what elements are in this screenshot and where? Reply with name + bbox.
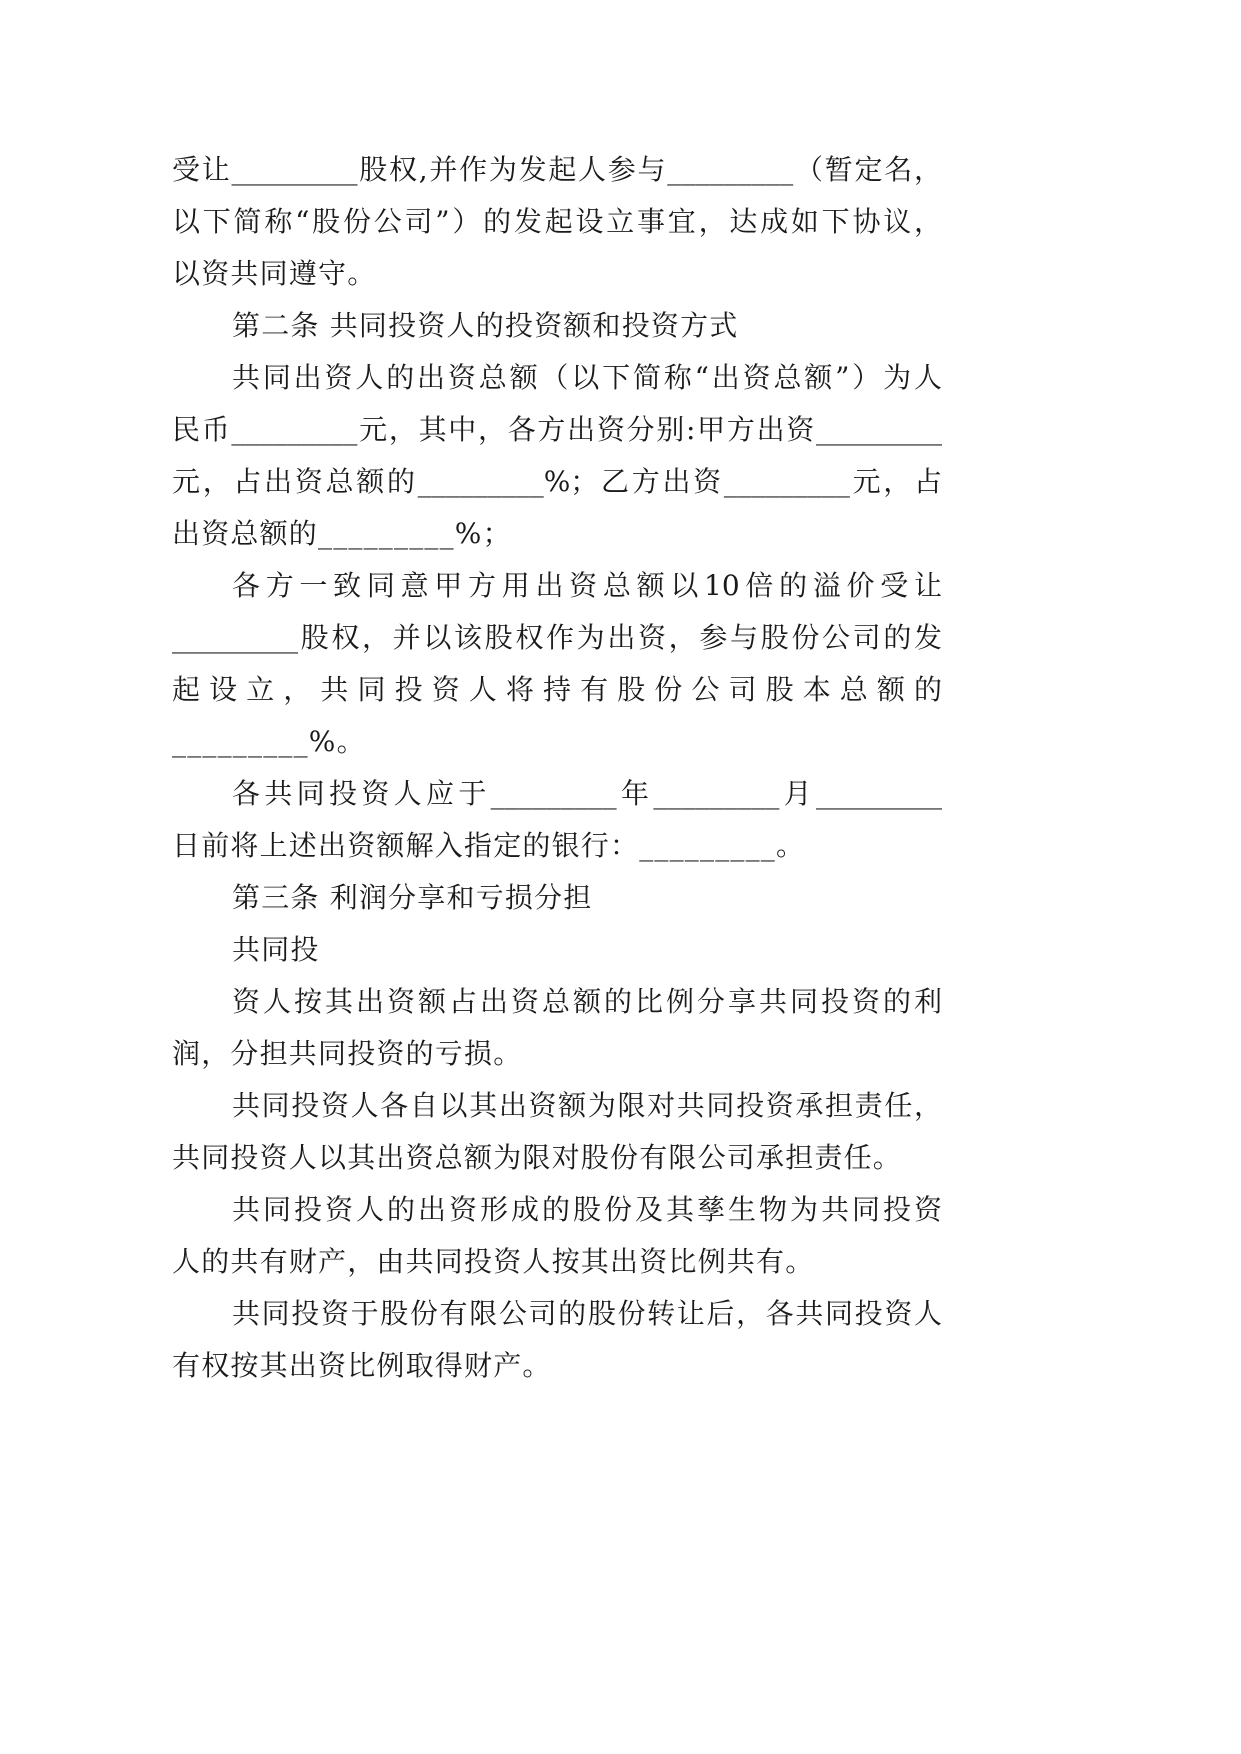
text-line: 共同投资于股份有限公司的股份转让后，各共同投资人 [232,1297,942,1330]
text-line: 出资总额的_________%； [172,517,512,550]
text-line: 共同投资人的出资形成的股份及其孳生物为共同投资 [232,1193,942,1226]
paragraph-liability [172,1080,942,1184]
text-line: 共同投 [232,933,320,966]
text-line: 共同投资人各自以其出资额为限对共同投资承担责任， [232,1089,942,1122]
text-line: 以下简称“股份公司”）的发起设立事宜，达成如下协议， [172,205,942,238]
text-line: _________%。 [172,725,366,758]
paragraph-investment-amount [172,352,942,560]
paragraph-share-transfer [172,1288,942,1392]
text-line: 润，分担共同投资的亏损。 [172,1037,523,1070]
text-line: 各方一致同意甲方用出资总额以10倍的溢价受让 [232,569,942,602]
text-line: 元，占出资总额的_________%；乙方出资_________元，占 [172,465,942,498]
document-body [172,144,942,1392]
text-line: 以资共同遵守。 [172,257,377,290]
text-line: 各共同投资人应于_________年_________月_________ [232,777,942,810]
text-line: 人的共有财产，由共同投资人按其出资比例共有。 [172,1245,815,1278]
text-line: _________股权，并以该股权作为出资，参与股份公司的发 [172,621,942,654]
text-line: 资人按其出资额占出资总额的比例分享共同投资的利 [232,985,942,1018]
paragraph-common-property [172,1184,942,1288]
text-line: 受让_________股权,并作为发起人参与_________（暂定名， [172,153,942,186]
text-line: 日前将上述出资额解入指定的银行：_________。 [172,829,806,862]
paragraph-premium-transfer [172,560,942,768]
section-heading-article-2: 第二条 共同投资人的投资额和投资方式 [232,309,739,342]
paragraph-payment-deadline [172,768,942,872]
paragraph-profit-sharing [172,976,942,1080]
text-line: 共同出资人的出资总额（以下简称“出资总额”）为人 [232,361,942,394]
text-line: 民币_________元，其中，各方出资分别:甲方出资_________ [172,413,942,446]
text-line: 起设立，共同投资人将持有股份公司股本总额的 [172,673,942,706]
paragraph-intro [172,144,942,300]
text-line: 共同投资人以其出资总额为限对股份有限公司承担责任。 [172,1141,903,1174]
section-heading-article-3: 第三条 利润分享和亏损分担 [232,881,593,914]
text-line: 有权按其出资比例取得财产。 [172,1349,552,1382]
